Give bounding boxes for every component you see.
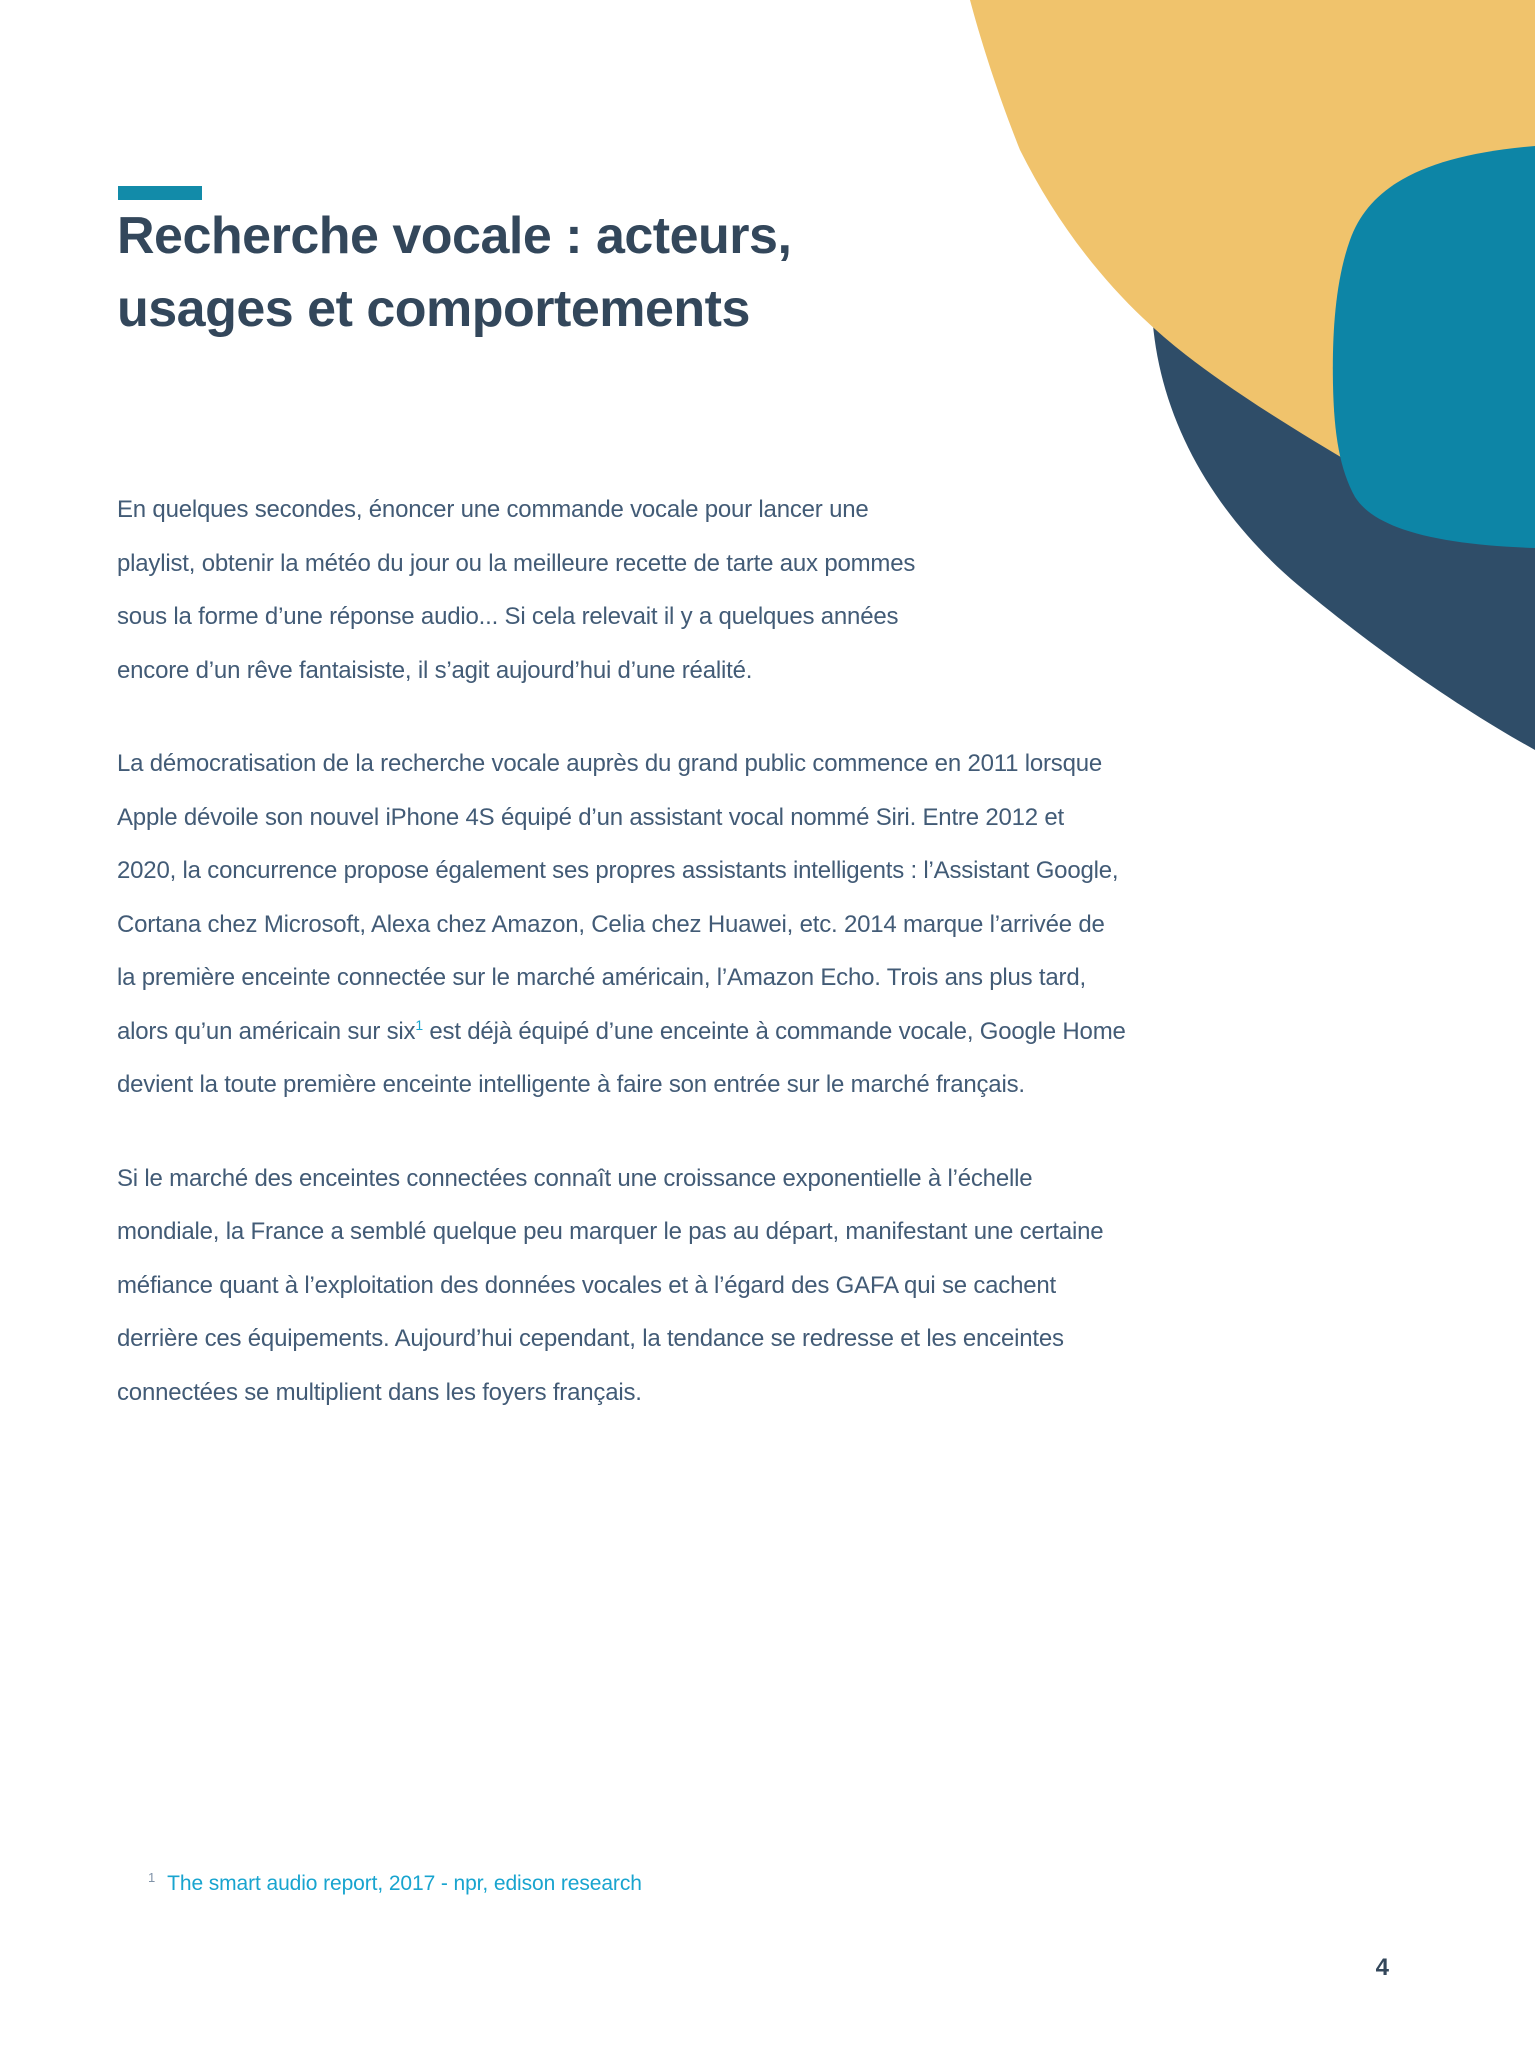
page-number: 4 — [1375, 1954, 1389, 1981]
footnote — [148, 1872, 642, 1896]
paragraph-market: Si le marché des enceintes connectées connaît une croissance exponentielle à l’échelle mondiale, la France a semblé quelque peu marquer le pas au départ, manifestant une certaine méfiance quant à l’exploitation des données vocales et à l’égard des GAFA qui se cachent derrière ces équipements. Aujourd’hui cependant, la tendance se redresse et les enceintes connectées se multiplient dans les foyers français. — [117, 1164, 1104, 1406]
title-line-2: usages et comportements — [117, 280, 750, 338]
body-text — [117, 483, 1137, 1459]
paragraph-history-text: La démocratisation de la recherche vocale auprès du grand public commence en 2011 lorsque Apple dévoile son nouvel iPhone 4S équipé d’un assistant vocal nommé Siri. Entre 2012 et 2020, la concurrence propose également ses propres assistants intelligents : l’Assistant Google, Cortana chez Microsoft, Alexa chez Amazon, Celia chez Huawei, etc. 2014 marque l’arrivée de la première enceinte connectée sur le marché américain, l’Amazon Echo. Trois ans plus tard, alors qu’un américain sur six — [117, 750, 1119, 1045]
page-title — [117, 200, 791, 346]
navy-blob — [1152, 294, 1535, 750]
yellow-blob — [970, 0, 1535, 466]
footnote-link[interactable]: The smart audio report, 2017 - npr, edison research — [167, 1872, 642, 1895]
title-line-1: Recherche vocale : acteurs, — [117, 207, 792, 265]
teal-blob — [1333, 146, 1535, 548]
paragraph-history — [117, 737, 1127, 1112]
footnote-marker: 1 — [148, 1870, 156, 1885]
footnote-reference: 1 — [415, 1016, 423, 1033]
paragraph-history-text-after: est déjà équipé d’une enceinte à commande vocale, Google Home devient la toute première enceinte intelligente à faire son entrée sur le marché français. — [117, 1017, 1126, 1098]
paragraph-intro: En quelques secondes, énoncer une commande vocale pour lancer une playlist, obtenir la météo du jour ou la meilleure recette de tarte aux pommes sous la forme d’une réponse audio... Si cela relevait il y a quelques années encore d’un rêve fantaisiste, il s’agit aujourd’hui d’une réalité. — [117, 496, 916, 684]
heading-accent-bar — [118, 186, 202, 200]
